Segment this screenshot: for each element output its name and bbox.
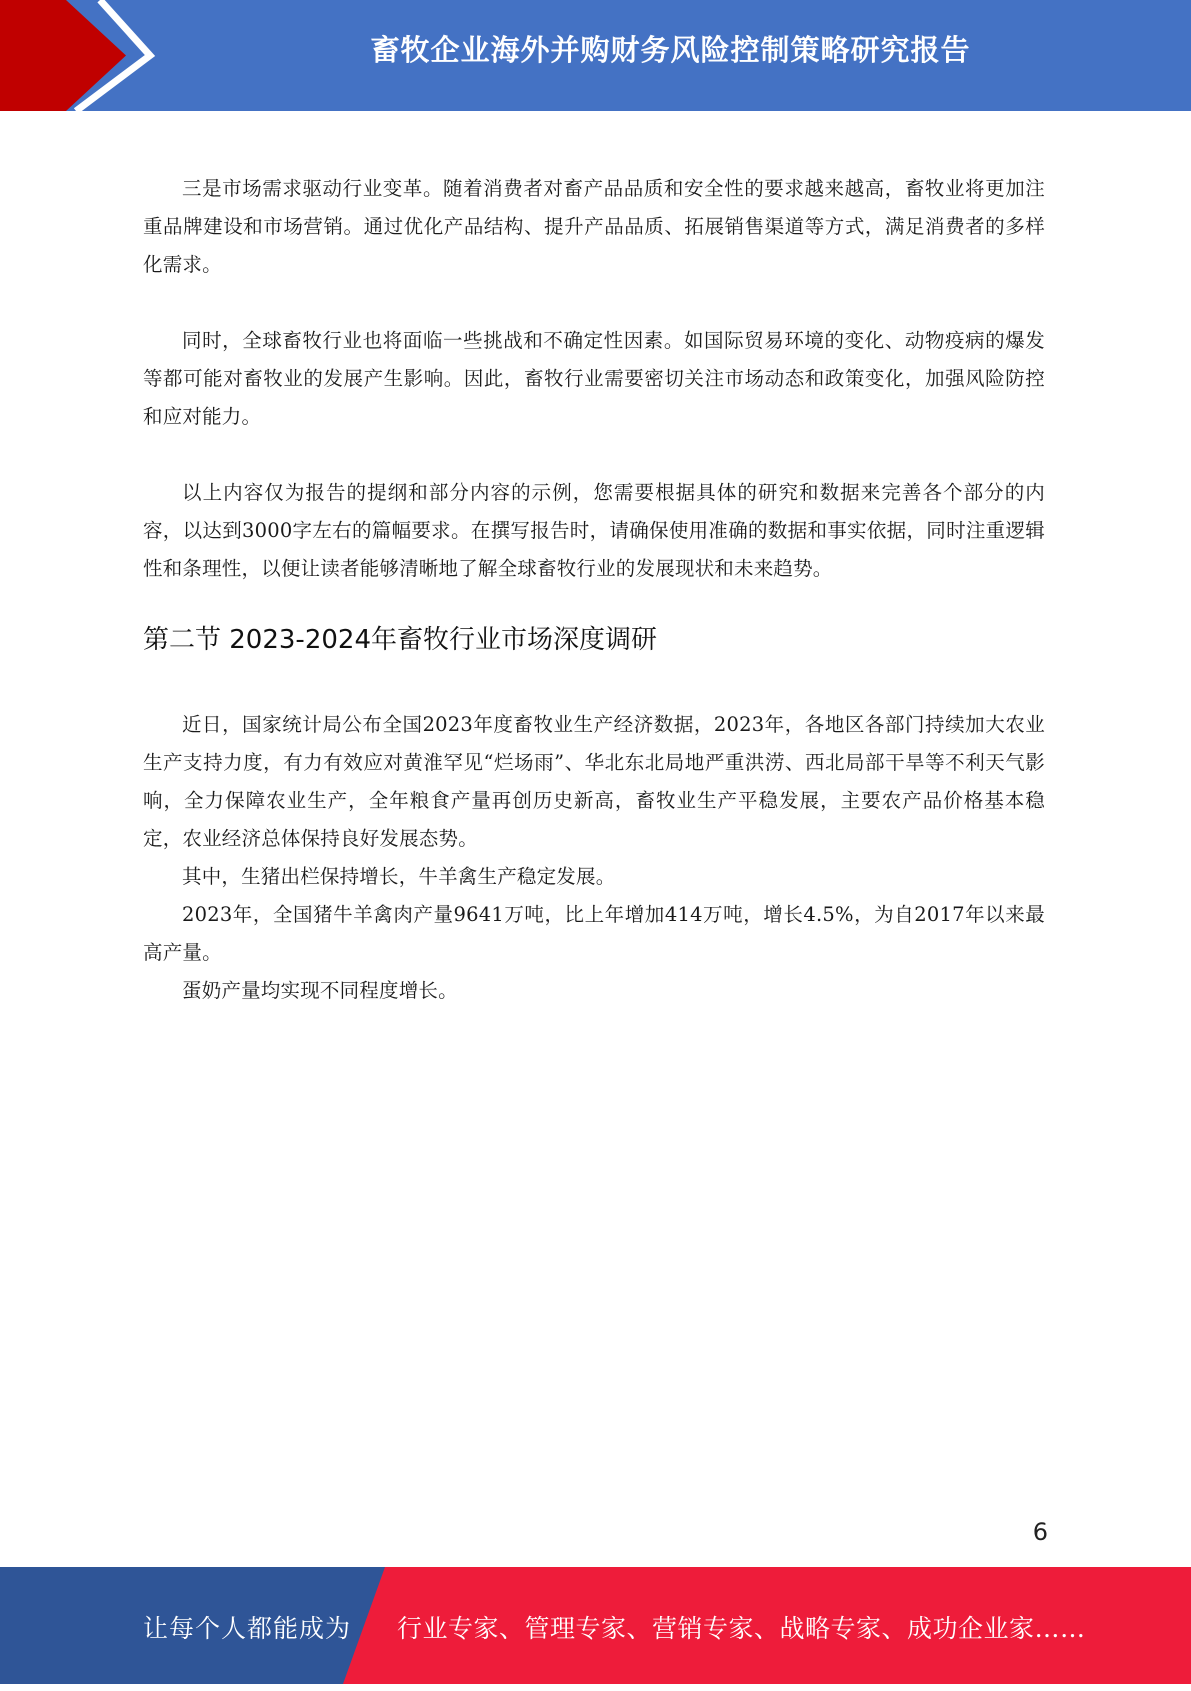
paragraph: 蛋奶产量均实现不同程度增长。: [182, 979, 458, 1002]
paragraph: 其中，生猪出栏保持增长，牛羊禽生产稳定发展。: [182, 865, 616, 888]
paragraph: 以上内容仅为报告的提纲和部分内容的示例，您需要根据具体的研究和数据来完善各个部分的内容，以达到3000字左右的篇幅要求。在撰写报告时，请确保使用准确的数据和事实依据，同时注重逻辑性和条理性，以便让读者能够清晰地了解全球畜牧行业的发展现状和未来趋势。: [143, 481, 1045, 580]
paragraph-gap: [143, 284, 1045, 322]
document-body: [143, 170, 1045, 1010]
paragraph: 近日，国家统计局公布全国2023年度畜牧业生产经济数据，2023年，各地区各部门持续加大农业生产支持力度，有力有效应对黄淮罕见“烂场雨”、华北东北局地严重洪涝、西北局部干旱等不利天气影响，全力保障农业生产，全年粮食产量再创历史新高，畜牧业生产平稳发展，主要农产品价格基本稳定，农业经济总体保持良好发展态势。: [143, 713, 1045, 850]
section-heading: 第二节 2023-2024年畜牧行业市场深度调研: [143, 625, 657, 655]
page-number: 6: [1032, 1518, 1048, 1546]
paragraph: 同时，全球畜牧行业也将面临一些挑战和不确定性因素。如国际贸易环境的变化、动物疫病的爆发等都可能对畜牧业的发展产生影响。因此，畜牧行业需要密切关注市场动态和政策变化，加强风险防控和应对能力。: [143, 329, 1045, 428]
paragraph: 2023年，全国猪牛羊禽肉产量9641万吨，比上年增加414万吨，增长4.5%，为自2017年以来最高产量。: [143, 903, 1045, 964]
footer-bar: [0, 1567, 1191, 1684]
header-bar: [0, 0, 1191, 111]
report-title: 畜牧企业海外并购财务风险控制策略研究报告: [370, 33, 971, 67]
paragraph-gap: [143, 436, 1045, 474]
header-arrow-icon: [0, 0, 160, 111]
footer-slogan-right: 行业专家、管理专家、营销专家、战略专家、成功企业家……: [397, 1614, 1086, 1643]
footer-slogan-left: 让每个人都能成为: [143, 1614, 352, 1643]
paragraph: 三是市场需求驱动行业变革。随着消费者对畜产品品质和安全性的要求越来越高，畜牧业将更加注重品牌建设和市场营销。通过优化产品结构、提升产品品质、拓展销售渠道等方式，满足消费者的多样化需求。: [143, 177, 1045, 276]
